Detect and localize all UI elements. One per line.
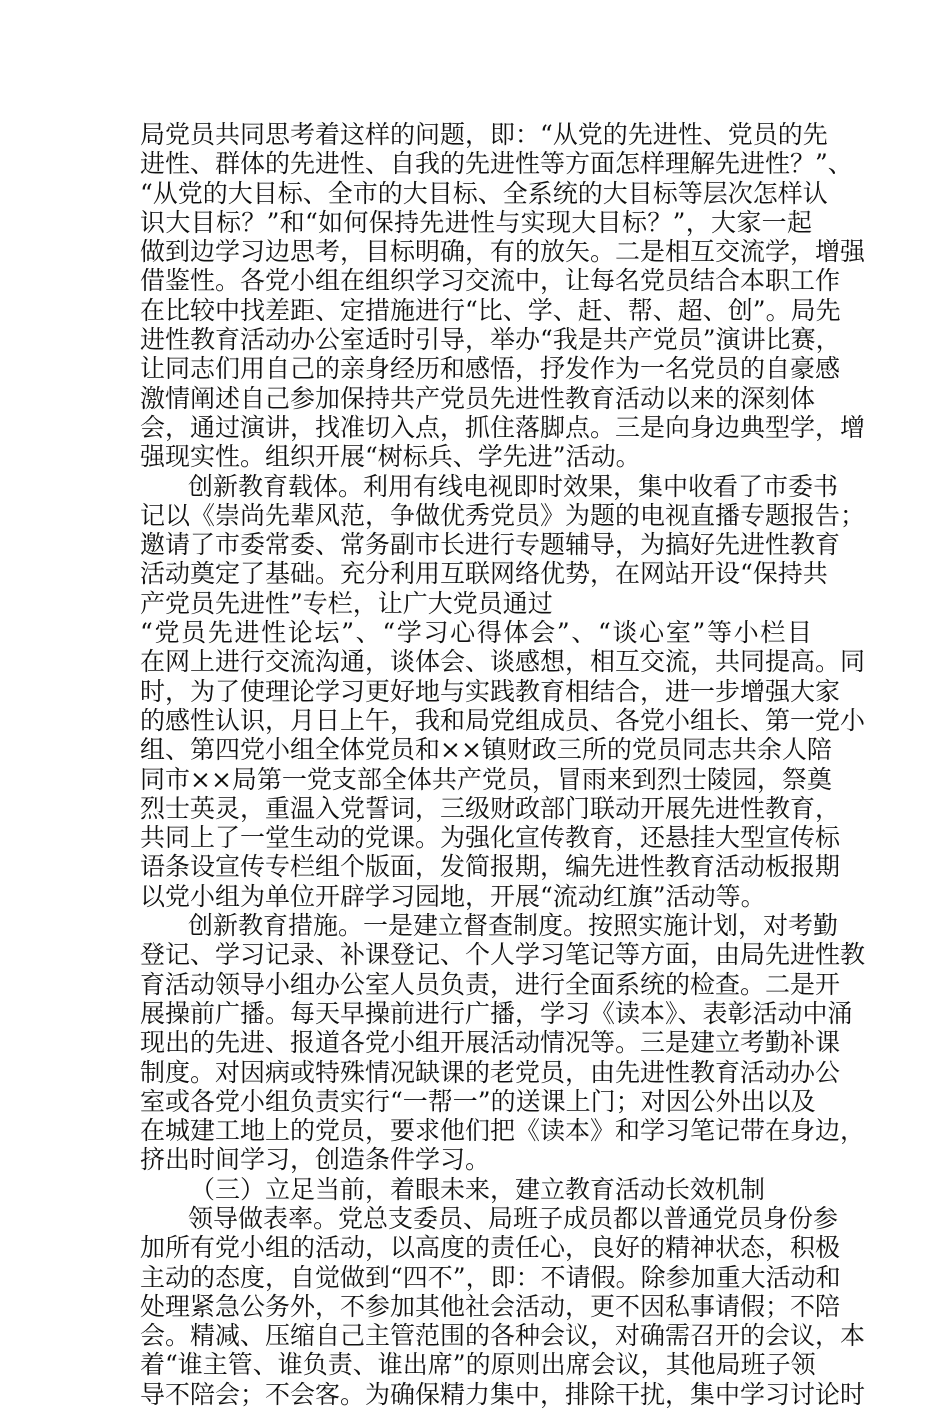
text-line: “党员先进性论坛”、“学习心得体会”、“谈心室”等小栏目 — [140, 618, 812, 648]
text-line: 着“谁主管、谁负责、谁出席”的原则出席会议，其他局班子领 — [140, 1350, 816, 1380]
text-line: 烈士英灵，重温入党誓词，三级财政部门联动开展先进性教育， — [140, 793, 841, 823]
text-line: 语条设宣传专栏组个版面，发简报期，编先进性教育活动板报期 — [140, 852, 841, 882]
text-line: 会，通过演讲，找准切入点，抓住落脚点。三是向身边典型学，增 — [140, 412, 866, 442]
text-line: 局党员共同思考着这样的问题，即：“从党的先进性、党员的先 — [140, 120, 828, 149]
text-line: 识大目标？”和“如何保持先进性与实现大目标？”，大家一起 — [140, 207, 812, 237]
text-line: 领导做表率。党总支委员、局班子成员都以普通党员身份参 — [188, 1203, 839, 1233]
text-line: 制度。对因病或特殊情况缺课的老党员，由先进性教育活动办公 — [140, 1057, 841, 1087]
text-line: 登记、学习记录、补课登记、个人学习笔记等方面，由局先进性教 — [140, 940, 866, 970]
text-line: 产党员先进性”专栏，让广大党员通过 — [140, 588, 553, 618]
document-body-text — [140, 120, 866, 1409]
text-line: 室或各党小组负责实行“一帮一”的送课上门；对因公外出以及 — [140, 1086, 816, 1116]
text-line: 在城建工地上的党员，要求他们把《读本》和学习笔记带在身边， — [140, 1116, 866, 1146]
text-line: 做到边学习边思考，目标明确，有的放矢。二是相互交流学，增强 — [140, 237, 866, 267]
text-line: 育活动领导小组办公室人员负责，进行全面系统的检查。二是开 — [140, 969, 841, 999]
text-line: 展操前广播。每天早操前进行广播，学习《读本》、表彰活动中涌 — [140, 998, 853, 1028]
text-line: 导不陪会；不会客。为确保精力集中，排除干扰，集中学习讨论时 — [140, 1379, 866, 1409]
text-line: 记以《崇尚先辈风范，争做优秀党员》为题的电视直播专题报告； — [140, 500, 866, 530]
text-line: 创新教育措施。一是建立督查制度。按照实施计划，对考勤 — [188, 911, 839, 941]
text-line: 让同志们用自己的亲身经历和感悟，抒发作为一名党员的自豪感 — [140, 354, 841, 384]
text-line: 同市××局第一党支部全体共产党员，冒雨来到烈士陵园，祭奠 — [140, 764, 832, 794]
text-line: 时，为了使理论学习更好地与实践教育相结合，进一步增强大家 — [140, 676, 841, 706]
text-line: 进性、群体的先进性、自我的先进性等方面怎样理解先进性？”、 — [140, 149, 853, 179]
text-line: 的感性认识，月日上午，我和局党组成员、各党小组长、第一党小 — [140, 705, 866, 735]
text-line: 借鉴性。各党小组在组织学习交流中，让每名党员结合本职工作 — [140, 266, 841, 296]
text-line: 创新教育载体。利用有线电视即时效果，集中收看了市委书 — [188, 471, 839, 501]
text-line: 进性教育活动办公室适时引导，举办“我是共产党员”演讲比赛， — [140, 325, 841, 355]
text-line: “从党的大目标、全市的大目标、全系统的大目标等层次怎样认 — [140, 178, 828, 208]
text-line: 挤出时间学习，创造条件学习。 — [140, 1145, 491, 1175]
text-line: 现出的先进、报道各党小组开展活动情况等。三是建立考勤补课 — [140, 1028, 841, 1058]
text-line: 共同上了一堂生动的党课。为强化宣传教育，还悬挂大型宣传标 — [140, 823, 841, 853]
text-line: 活动奠定了基础。充分利用互联网络优势，在网站开设“保持共 — [140, 559, 828, 589]
text-line: 主动的态度，自觉做到“四不”，即：不请假。除参加重大活动和 — [140, 1262, 841, 1292]
text-line: 激情阐述自己参加保持共产党员先进性教育活动以来的深刻体 — [140, 383, 816, 413]
text-line: 以党小组为单位开辟学习园地，开展“流动红旗”活动等。 — [140, 881, 766, 911]
text-line: 处理紧急公务外，不参加其他社会活动，更不因私事请假；不陪 — [140, 1291, 841, 1321]
text-line: （三）立足当前，着眼未来，建立教育活动长效机制 — [190, 1174, 766, 1204]
text-line: 组、第四党小组全体党员和××镇财政三所的党员同志共余人陪 — [140, 735, 832, 765]
text-line: 加所有党小组的活动，以高度的责任心，良好的精神状态，积极 — [140, 1233, 841, 1263]
text-line: 在网上进行交流沟通，谈体会、谈感想，相互交流，共同提高。同 — [140, 647, 866, 677]
text-line: 邀请了市委常委、常务副市长进行专题辅导，为搞好先进性教育 — [140, 530, 841, 560]
text-line: 强现实性。组织开展“树标兵、学先进”活动。 — [140, 442, 641, 472]
text-line: 会。精减、压缩自己主管范围的各种会议，对确需召开的会议，本 — [140, 1321, 866, 1351]
text-line: 在比较中找差距、定措施进行“比、学、赶、帮、超、创”。局先 — [140, 295, 841, 325]
